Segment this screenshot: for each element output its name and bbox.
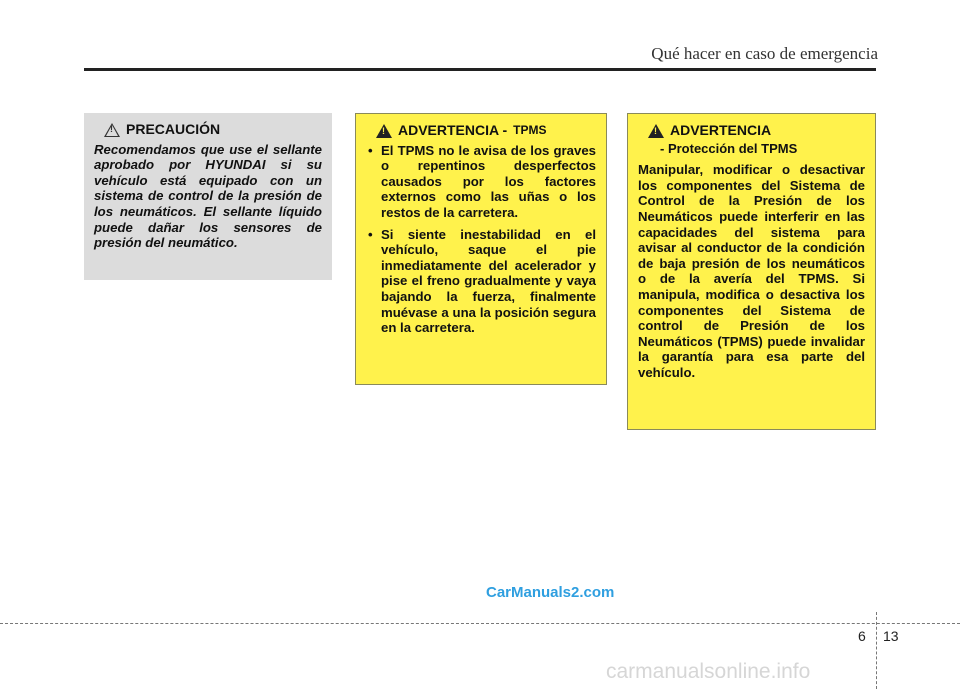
site-watermark: carmanualsonline.info	[606, 660, 811, 683]
page-number: 13	[883, 628, 899, 644]
caution-body: Recomendamos que use el sellante aprobado por HYUNDAI si su vehículo está equipado con un sistema de control de la presión de los neumáticos. El sellante líquido puede dañar los sensores de presión del neumático.	[94, 141, 322, 251]
warning-triangle-icon	[648, 124, 664, 138]
footer-divider	[876, 612, 877, 689]
warning-protection-body: Manipular, modificar o desactivar los componentes del Sistema de Control de la Presión de los Neumáticos puede interferir en las capacidades del sistema para avisar al conductor de la condición de baja presión de los neumáticos o de la avería del TPMS. Si manipula, modifica o desactiva los componentes del Sistema de control de Presión de los Neumáticos (TPMS) puede invalidar la garantía para esa parte del vehículo.	[638, 162, 865, 380]
warning-tpms-title: ADVERTENCIA -	[398, 122, 508, 138]
warning-protection-box	[627, 113, 876, 430]
caution-title: PRECAUCIÓN	[126, 121, 221, 137]
section-number: 6	[858, 628, 866, 644]
page-header-title: Qué hacer en caso de emergencia	[651, 44, 878, 63]
list-item: • El TPMS no le avisa de los graves o repentinos desperfectos causados por los factores externos como las uñas o los restos de la carretera.	[366, 143, 596, 221]
warning-tpms-box	[355, 113, 607, 385]
list-item: • Si siente inestabilidad en el vehículo, saque el pie inmediatamente del acelerador y pise el freno gradualmente y vaya bajando la fuerza, finalmente muévase a una la posición segura en la carretera.	[366, 227, 596, 336]
warning-triangle-icon	[376, 124, 392, 138]
caution-heading	[104, 122, 322, 138]
footer-rule	[0, 623, 960, 624]
warning-tpms-list	[366, 143, 596, 336]
warning-protection-title: ADVERTENCIA	[670, 122, 772, 138]
header-rule	[84, 68, 876, 71]
warning-tpms-heading	[376, 123, 596, 139]
warning-tpms-title-suffix: TPMS	[513, 123, 547, 137]
warning-protection-subtitle: - Protección del TPMS	[660, 140, 798, 156]
warning-protection-heading	[648, 123, 865, 139]
caution-box	[84, 113, 332, 280]
carmanuals-watermark-link[interactable]: CarManuals2.com	[486, 584, 615, 601]
caution-triangle-icon	[104, 123, 120, 137]
